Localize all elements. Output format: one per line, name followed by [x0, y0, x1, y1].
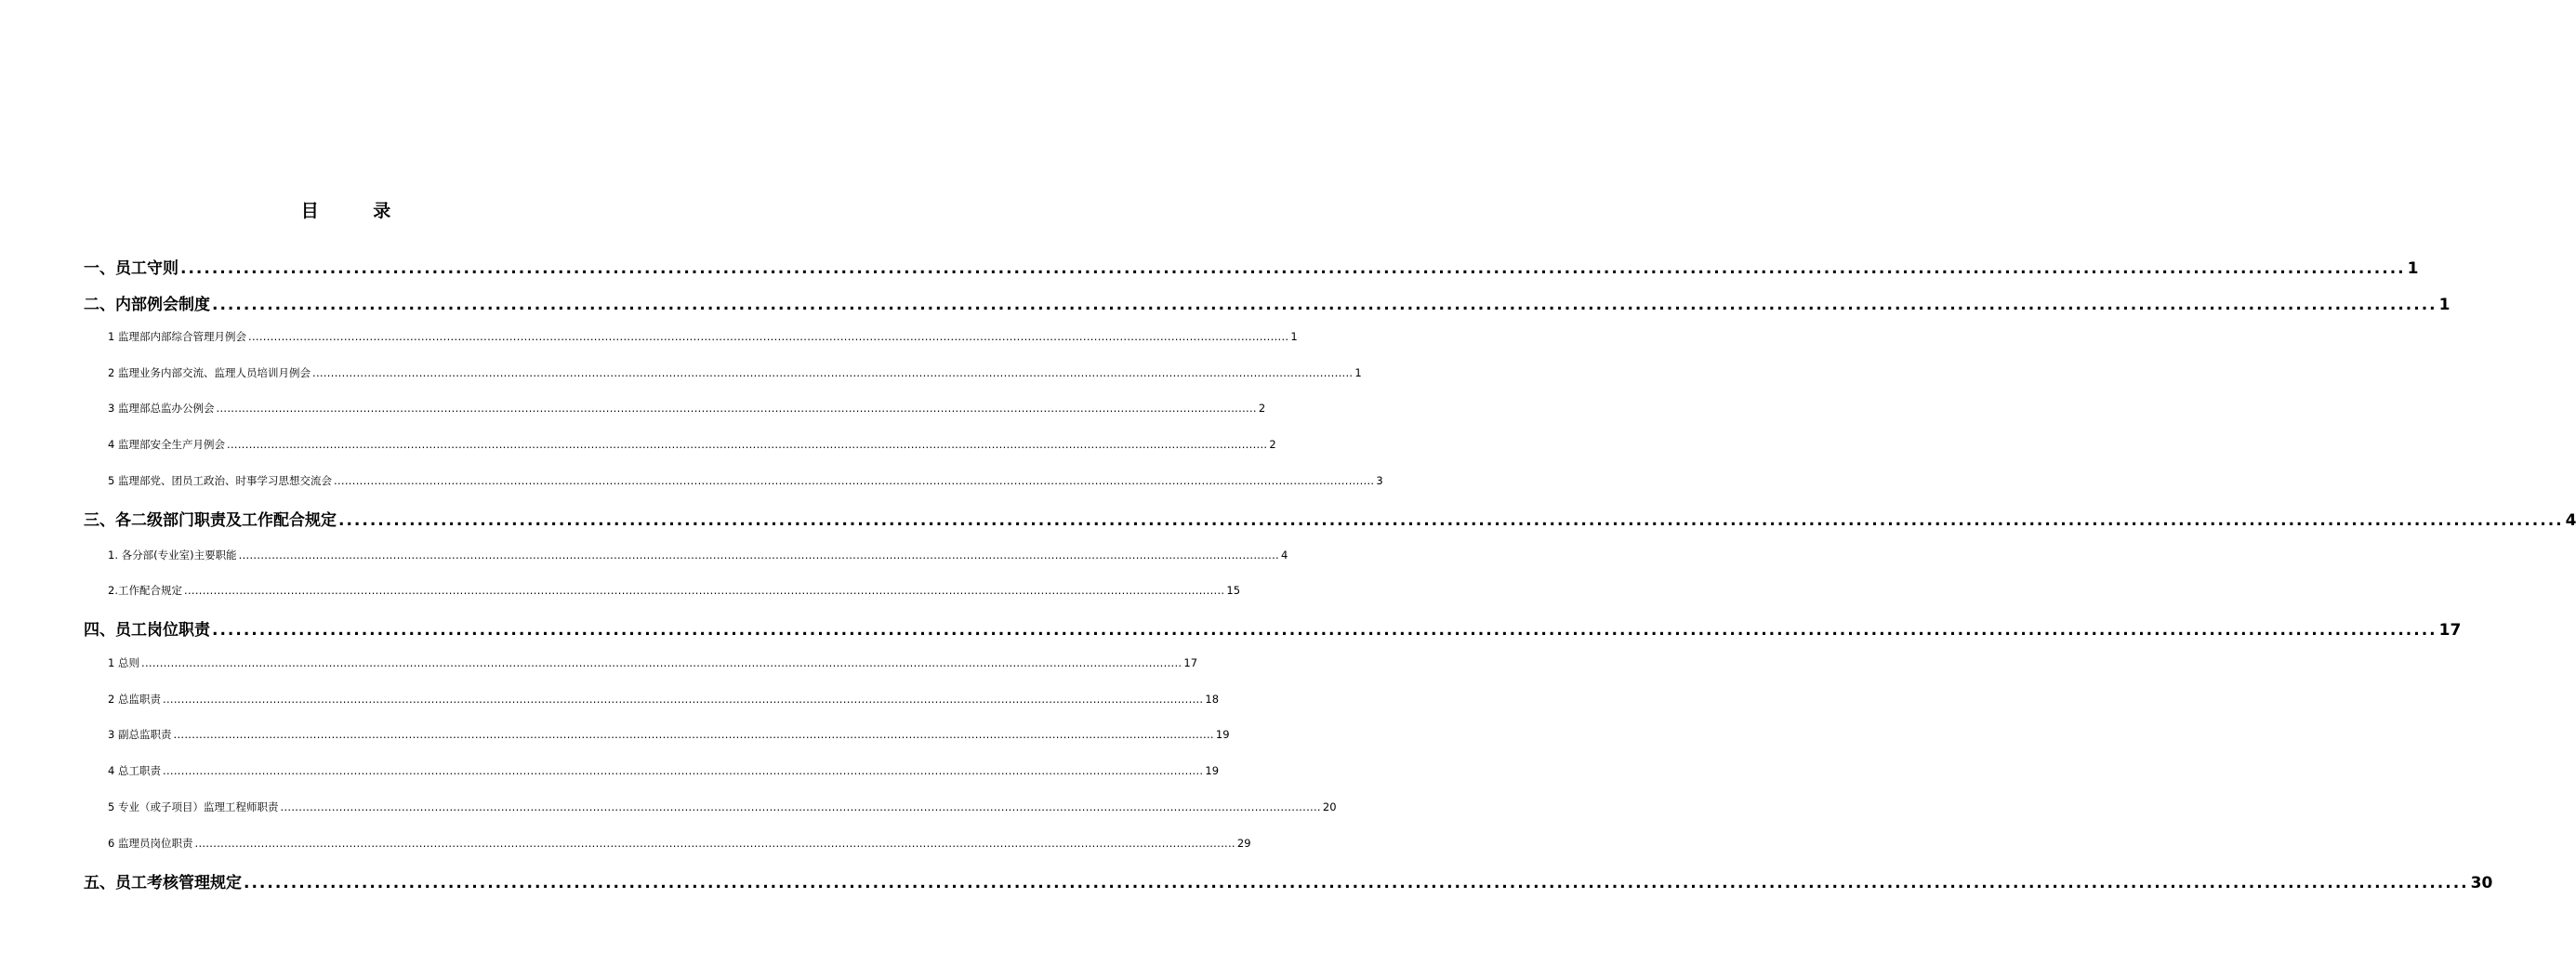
toc-entry-label: 2.工作配合规定 [108, 584, 182, 597]
toc-entry-page: 2 [1269, 438, 1276, 451]
dot-leader: ........................................................................................................................................................................................................................................................................................... [238, 548, 1280, 562]
dot-leader: ........................................................................................................................................................................................................................................................................................... [180, 259, 2406, 278]
toc-entry-page: 19 [1205, 764, 1220, 777]
toc-entry-section-3[interactable] [84, 507, 2576, 530]
toc-entry-label: 5 专业（或子项目）监理工程师职责 [108, 800, 279, 813]
dot-leader: ........................................................................................................................................................................................................................................................................................... [162, 764, 1204, 777]
toc-entry-page: 4 [1281, 548, 1288, 562]
toc-entry-page: 17 [1183, 656, 1198, 669]
toc-entry-label: 五、员工考核管理规定 [84, 874, 242, 892]
toc-entry-label: 2 监理业务内部交流、监理人员培训月例会 [108, 366, 310, 379]
dot-leader: ........................................................................................................................................................................................................................................................................................... [183, 584, 1225, 597]
toc-entry-page: 1 [1290, 330, 1298, 343]
dot-leader: ........................................................................................................................................................................................................................................................................................... [194, 837, 1235, 850]
toc-entry-section-2[interactable] [84, 291, 2451, 314]
toc-entry-page: 18 [1205, 693, 1220, 706]
toc-entry-4-6[interactable] [108, 836, 1251, 851]
toc-entry-section-1[interactable] [84, 255, 2419, 278]
toc-entry-label: 一、员工守则 [84, 259, 178, 278]
toc-entry-page: 20 [1322, 800, 1337, 813]
toc-entry-label: 1 监理部内部综合管理月例会 [108, 330, 246, 343]
toc-entry-page: 15 [1226, 584, 1241, 597]
dot-leader: ........................................................................................................................................................................................................................................................................................... [280, 800, 1321, 813]
dot-leader: ........................................................................................................................................................................................................................................................................................... [162, 693, 1204, 706]
toc-entry-2-3[interactable] [108, 401, 1266, 416]
toc-entry-page: 19 [1215, 728, 1230, 741]
dot-leader: ........................................................................................................................................................................................................................................................................................... [212, 621, 2437, 640]
toc-entry-3-1[interactable] [108, 548, 1288, 562]
toc-entry-4-1[interactable] [108, 655, 1198, 670]
dot-leader: ........................................................................................................................................................................................................................................................................................... [247, 330, 1289, 343]
dot-leader: ........................................................................................................................................................................................................................................................................................... [226, 438, 1268, 451]
dot-leader: ........................................................................................................................................................................................................................................................................................... [173, 728, 1214, 741]
toc-entry-2-2[interactable] [108, 365, 1362, 380]
toc-entry-label: 4 监理部安全生产月例会 [108, 438, 225, 451]
toc-entry-label: 二、内部例会制度 [84, 296, 210, 314]
toc-entry-2-5[interactable] [108, 473, 1383, 488]
toc-entry-page: 4 [2565, 511, 2576, 530]
dot-leader: ........................................................................................................................................................................................................................................................................................... [216, 402, 1257, 415]
toc-entry-3-2[interactable] [108, 583, 1241, 598]
toc-entry-label: 四、员工岗位职责 [84, 621, 210, 640]
toc-entry-page: 29 [1236, 837, 1251, 850]
toc-entry-page: 2 [1258, 402, 1266, 415]
dot-leader: ........................................................................................................................................................................................................................................................................................... [244, 874, 2469, 892]
dot-leader: ........................................................................................................................................................................................................................................................................................... [338, 511, 2564, 530]
toc-entry-page: 1 [2407, 259, 2419, 278]
dot-leader: ........................................................................................................................................................................................................................................................................................... [140, 656, 1182, 669]
toc-entry-section-4[interactable] [84, 616, 2462, 640]
toc-entry-label: 2 总监职责 [108, 693, 161, 706]
dot-leader: ........................................................................................................................................................................................................................................................................................... [212, 296, 2437, 314]
toc-entry-label: 1. 各分部(专业室)主要职能 [108, 548, 237, 562]
toc-entry-page: 30 [2470, 874, 2493, 892]
toc-entry-label: 6 监理员岗位职责 [108, 837, 193, 850]
dot-leader: ........................................................................................................................................................................................................................................................................................... [311, 366, 1354, 379]
toc-entry-page: 17 [2438, 621, 2462, 640]
toc-entry-page: 1 [2438, 296, 2451, 314]
toc-entry-label: 3 副总监职责 [108, 728, 172, 741]
toc-entry-label: 4 总工职责 [108, 764, 161, 777]
toc-entry-label: 5 监理部党、团员工政治、时事学习思想交流会 [108, 474, 332, 487]
toc-entry-4-5[interactable] [108, 800, 1337, 814]
toc-entry-page: 1 [1354, 366, 1362, 379]
toc-entry-2-1[interactable] [108, 329, 1298, 344]
toc-entry-4-2[interactable] [108, 692, 1220, 707]
toc-entry-label: 三、各二级部门职责及工作配合规定 [84, 511, 337, 530]
dot-leader: ........................................................................................................................................................................................................................................................................................... [333, 474, 1375, 487]
toc-entry-2-4[interactable] [108, 437, 1276, 452]
toc-entry-4-4[interactable] [108, 763, 1220, 778]
toc-entry-page: 3 [1376, 474, 1383, 487]
toc-entry-label: 1 总则 [108, 656, 139, 669]
toc-entry-4-3[interactable] [108, 727, 1230, 742]
toc-entry-section-5[interactable] [84, 869, 2493, 892]
toc-entry-label: 3 监理部总监办公例会 [108, 402, 215, 415]
toc-title: 目 录 [300, 201, 416, 221]
